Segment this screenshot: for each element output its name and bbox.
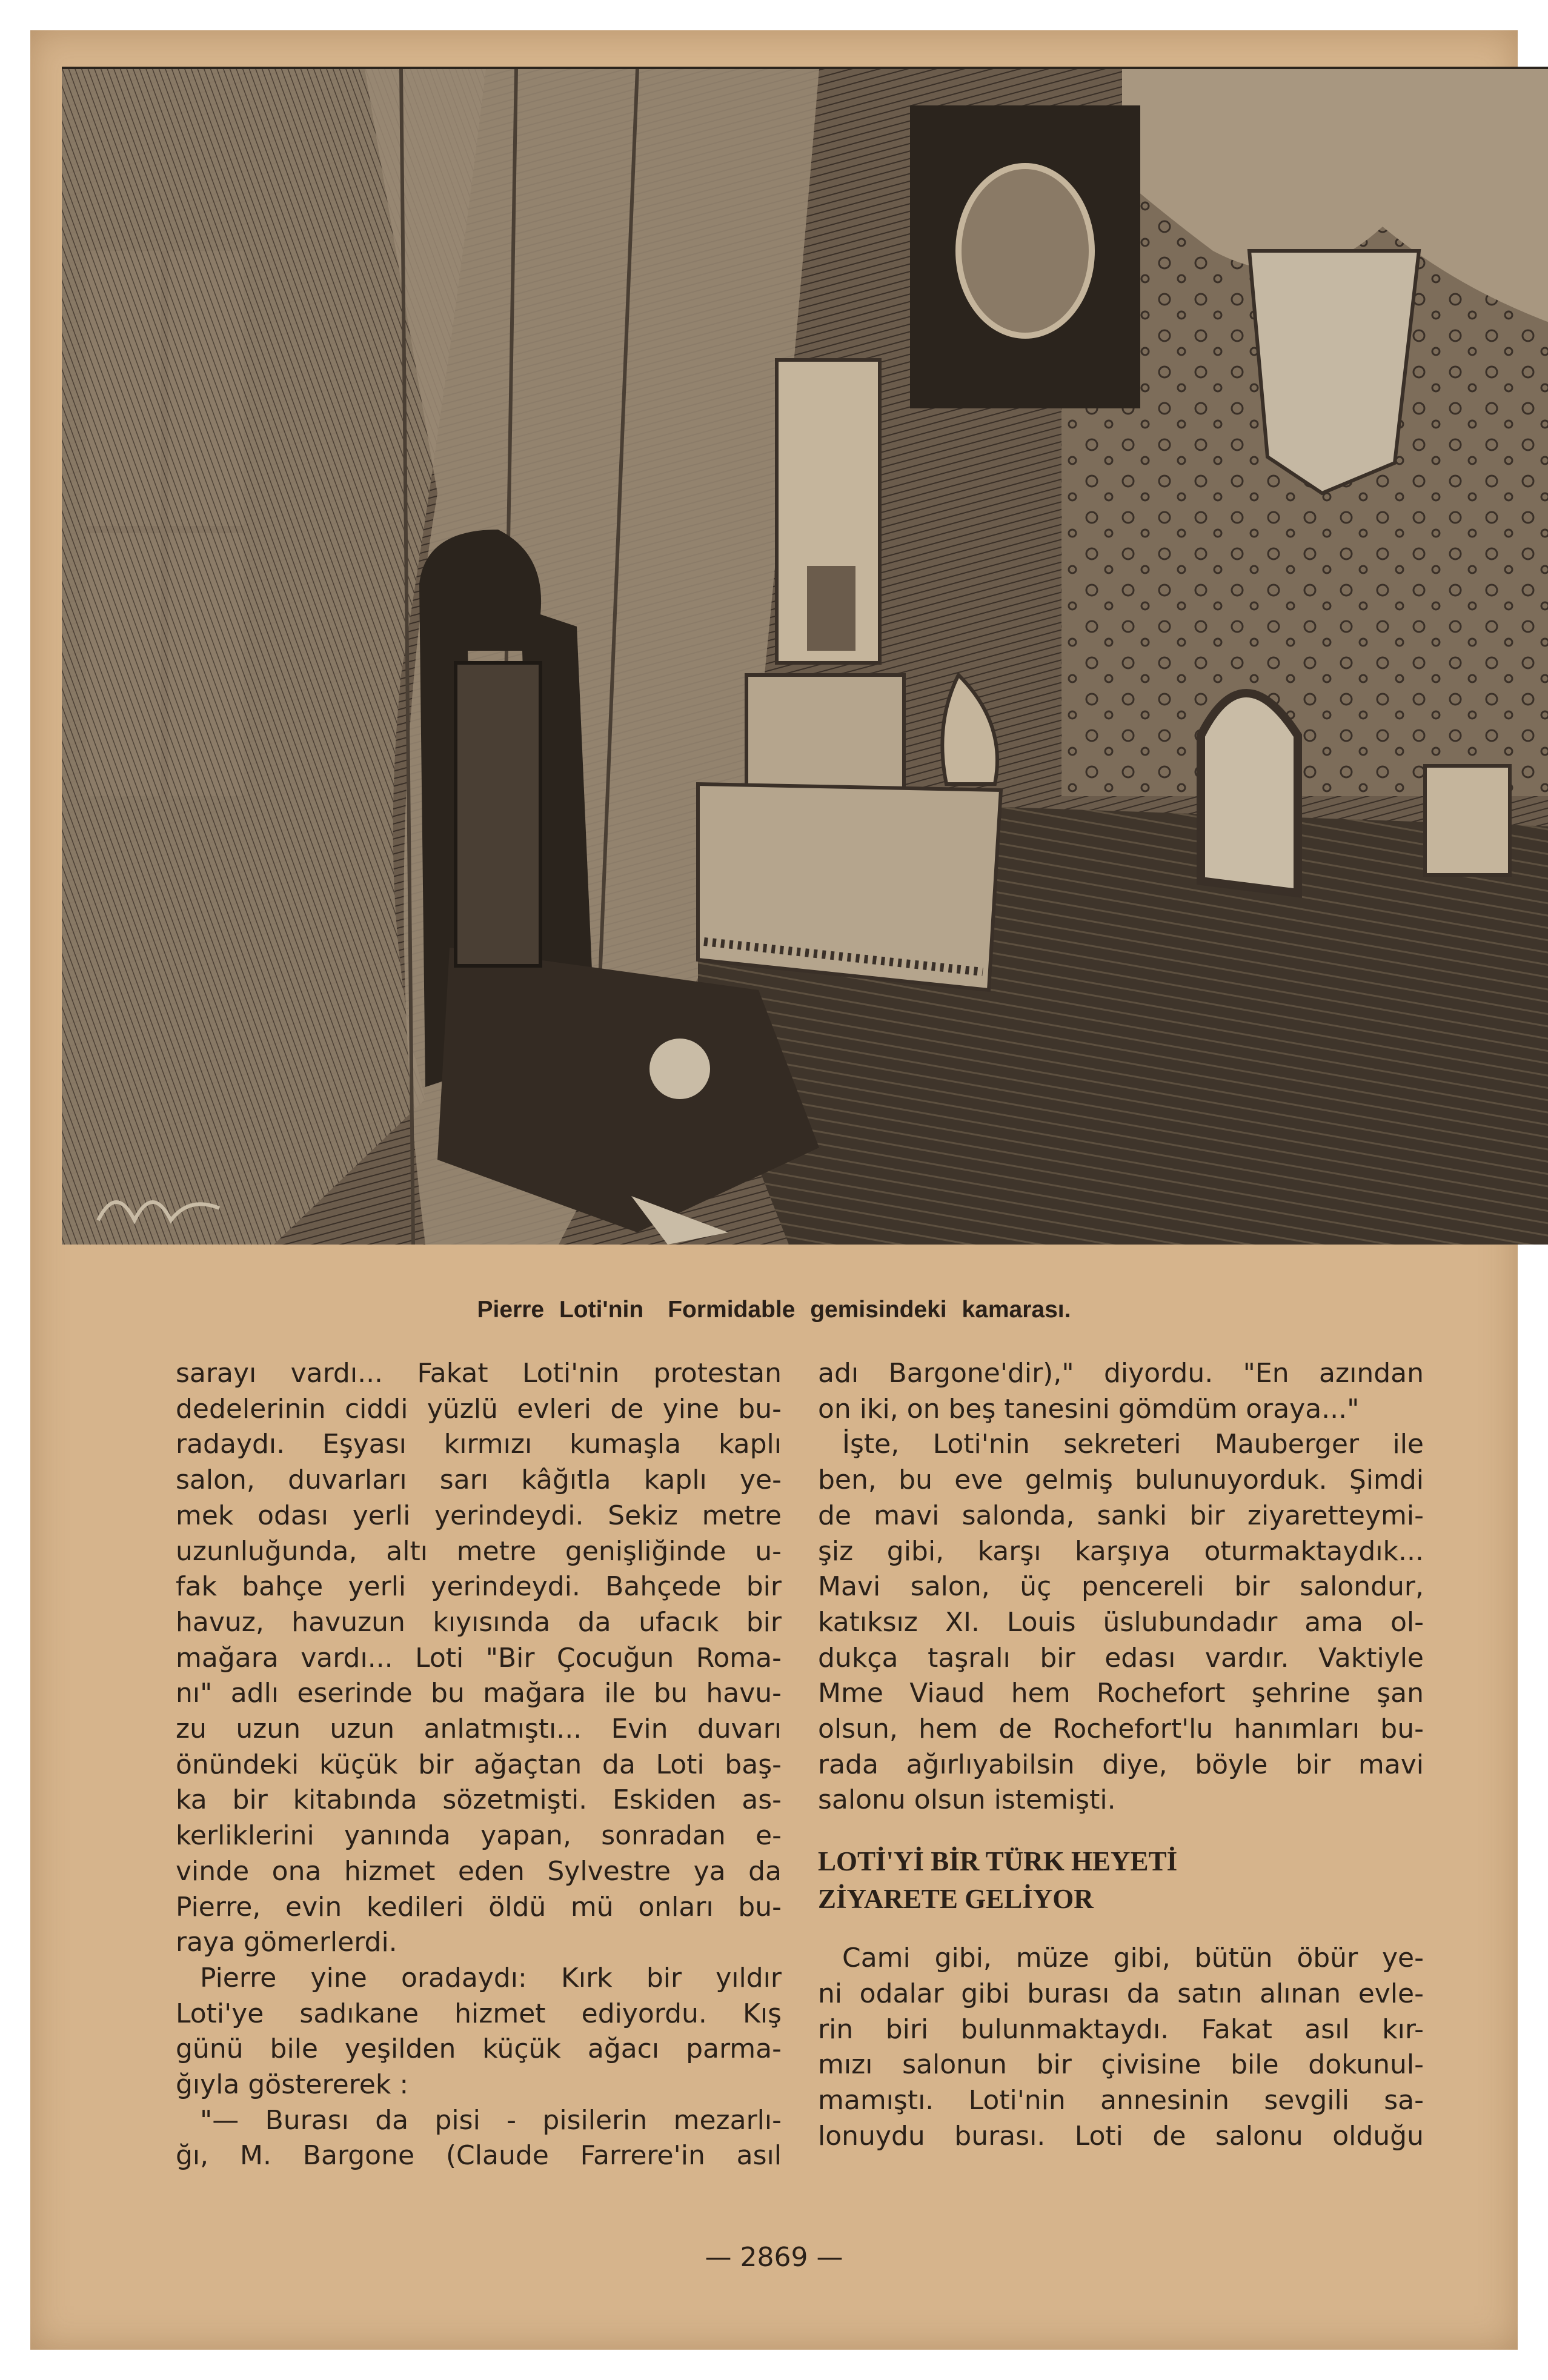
right-line-11: olsun, hem de Rochefort'lu hanımları bu-: [818, 1714, 1424, 1745]
section-heading: [818, 1843, 1424, 1918]
right-line-14: Cami gibi, müze gibi, bütün öbür ye-: [842, 1943, 1424, 1974]
left-line-17: raya gömerlerdi.: [176, 1927, 397, 1958]
left-line-6: uzunluğunda, altı metre genişliğinde u-: [176, 1535, 782, 1567]
left-line-3: radaydı. Eşyası kırmızı kumaşla kaplı: [176, 1429, 782, 1460]
left-line-7: fak bahçe yerli yerindeydi. Bahçede bir: [176, 1571, 782, 1603]
left-line-18: Pierre yine oradaydı: Kırk bir yıldır: [200, 1962, 782, 1993]
left-line-10: nı" adlı eserinde bu mağara ile bu havu-: [176, 1678, 782, 1709]
right-line-8: katıksız XI. Louis üslubundadır ama ol-: [818, 1606, 1424, 1638]
left-column: [176, 1356, 782, 2174]
left-line-8: havuz, havuzun kıyısında da ufacık bir: [176, 1606, 782, 1638]
left-line-5: mek odası yerli yerindeydi. Sekiz metre: [176, 1500, 782, 1531]
right-line-17: mızı salonun bir çivisine bile dokunul-: [818, 2049, 1424, 2081]
left-line-20: günü bile yeşilden küçük ağacı parma-: [176, 2033, 782, 2065]
left-line-23: ğı, M. Bargone (Claude Farrere'in asıl: [176, 2140, 782, 2172]
right-line-15: ni odalar gibi burası da satın alınan evle-: [818, 1978, 1424, 2009]
right-line-16: rin biri bulunmaktaydı. Fakat asıl kır-: [818, 2013, 1424, 2045]
right-line-3: İşte, Loti'nin sekreteri Mauberger ile: [842, 1429, 1424, 1460]
photo-caption: [30, 1297, 1518, 1323]
heading-line-1: LOTİ'Yİ BİR TÜRK HEYETİ: [818, 1846, 1178, 1877]
left-line-1: sarayı vardı... Fakat Loti'nin protestan: [176, 1358, 782, 1389]
left-line-2: dedelerinin ciddi yüzlü evleri de yine bu-: [176, 1393, 782, 1424]
left-line-13: ka bir kitabında sözetmişti. Eskiden as-: [176, 1784, 782, 1816]
left-line-21: ğıyla göstererek :: [176, 2069, 409, 2101]
right-line-10: Mme Viaud hem Rochefort şehrine şan: [818, 1678, 1424, 1709]
left-line-14: kerliklerini yanında yapan, sonradan e-: [176, 1820, 782, 1852]
caption-part-1: Pierre Loti'nin: [477, 1297, 644, 1323]
right-line-12: rada ağırlıyabilsin diye, böyle bir mavi: [818, 1749, 1424, 1780]
left-line-22: "— Burası da pisi - pisilerin mezarlı-: [200, 2104, 782, 2136]
left-line-9: mağara vardı... Loti "Bir Çocuğun Roma-: [176, 1642, 782, 1674]
right-column: [818, 1356, 1424, 2154]
right-line-18: mamıştı. Loti'nin annesinin sevgili sa-: [818, 2084, 1424, 2116]
right-line-13: salonu olsun istemişti.: [818, 1784, 1116, 1816]
caption-part-2: Formidable gemisindeki kamarası.: [668, 1297, 1071, 1323]
right-line-7: Mavi salon, üç pencereli bir salondur,: [818, 1571, 1424, 1603]
right-line-5: de mavi salonda, sanki bir ziyaretteymi-: [818, 1500, 1424, 1531]
newspaper-page: [30, 30, 1518, 2350]
left-line-12: önündeki küçük bir ağaçtan da Loti baş-: [176, 1749, 782, 1780]
left-line-11: zu uzun uzun anlatmıştı... Evin duvarı: [176, 1714, 782, 1745]
page-number: — 2869 —: [705, 2242, 843, 2273]
right-line-2: on iki, on beş tanesini gömdüm oraya...": [818, 1393, 1360, 1424]
right-line-6: şiz gibi, karşı karşıya oturmaktaydık...: [818, 1535, 1424, 1567]
left-line-19: Loti'ye sadıkane hizmet ediyordu. Kış: [176, 1998, 782, 2029]
right-line-19: lonuydu burası. Loti de salonu olduğu: [818, 2120, 1424, 2152]
left-line-16: Pierre, evin kedileri öldü mü onları bu-: [176, 1891, 782, 1923]
engraving-drawing: [62, 69, 1548, 1245]
right-line-9: dukça taşralı bir edası vardır. Vaktiyle: [818, 1642, 1424, 1674]
right-line-1: adı Bargone'dir)," diyordu. "En azından: [818, 1358, 1424, 1389]
left-line-15: vinde ona hizmet eden Sylvestre ya da: [176, 1855, 782, 1887]
cabin-illustration: [62, 67, 1548, 1245]
left-line-4: salon, duvarları sarı kâğıtla kaplı ye-: [176, 1464, 782, 1496]
heading-line-2: ZİYARETE GELİYOR: [818, 1884, 1094, 1915]
right-line-4: ben, bu eve gelmiş bulunuyorduk. Şimdi: [818, 1464, 1424, 1496]
